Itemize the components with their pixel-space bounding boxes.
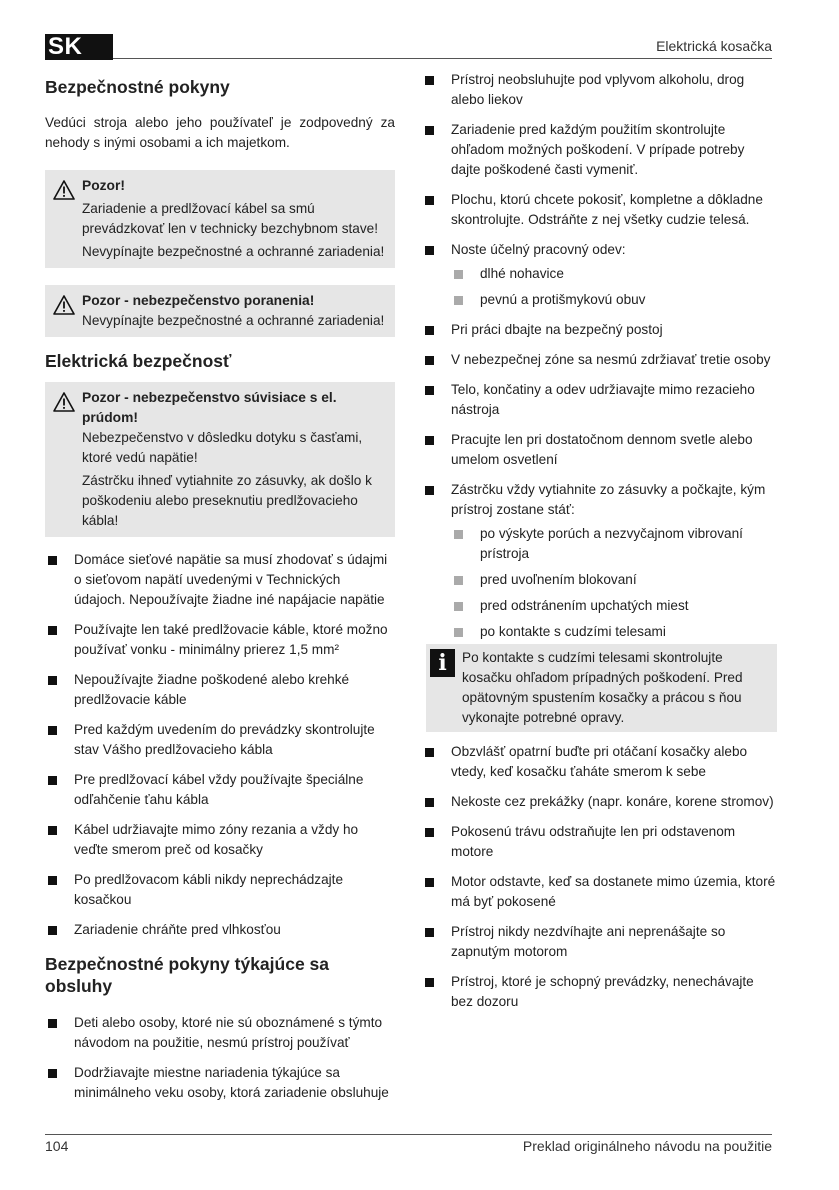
right-column: [422, 70, 777, 1022]
list-item: Pri práci dbajte na bezpečný postoj: [422, 320, 777, 340]
list-item: V nebezpečnej zóne sa nesmú zdržiavať tretie osoby: [422, 350, 777, 370]
box-title: Pozor - nebezpečenstvo súvisiace s el. prúdom!: [82, 390, 337, 425]
list-item-plug: [422, 480, 777, 642]
header-rule: [113, 58, 772, 59]
list-item: Plochu, ktorú chcete pokosiť, kompletne a dôkladne skontrolujte. Odstráňte z nej všetky cudzie telesá.: [422, 190, 777, 230]
language-tag: SK: [45, 34, 113, 60]
list-item: Po predlžovacom kábli nikdy neprechádzajte kosačkou: [45, 870, 395, 910]
heading-electrical: Elektrická bezpečnosť: [45, 351, 232, 371]
list-item-text: Noste účelný pracovný odev:: [451, 242, 626, 257]
plug-sublist: [451, 524, 777, 642]
warning-triangle-icon: [53, 295, 75, 315]
list-item: Pracujte len pri dostatočnom dennom svetle alebo umelom osvetlení: [422, 430, 777, 470]
page-number: 104: [45, 1138, 69, 1154]
list-item: Pokosenú trávu odstraňujte len pri odstavenom motore: [422, 822, 777, 862]
heading-safety: Bezpečnostné pokyny: [45, 77, 230, 97]
warning-box-caution: [45, 170, 395, 268]
info-icon: i: [430, 649, 455, 677]
box-paragraph: Zariadenie a predlžovací kábel sa smú prevádzkovať len v technicky bezchybnom stave!: [82, 201, 379, 236]
operation-list: [45, 1013, 395, 1103]
list-item: Nekoste cez prekážky (napr. konáre, korene stromov): [422, 792, 777, 812]
list-item: Kábel udržiavajte mimo zóny rezania a vždy ho veďte smerom preč od kosačky: [45, 820, 395, 860]
list-item: Motor odstavte, keď sa dostanete mimo územia, ktoré má byť pokosené: [422, 872, 777, 912]
info-text: Po kontakte s cudzími telesami skontrolujte kosačku ohľadom prípadných poškodení. Pred opätovným spustením kosačky a prácou s ňou vykonajte potrebné opravy.: [462, 650, 743, 725]
intro-text: Vedúci stroja alebo jeho používateľ je zodpovedný za nehody s inými osobami a ich majetkom.: [45, 115, 395, 150]
header-title: Elektrická kosačka: [656, 38, 772, 54]
list-item: Pre predlžovací kábel vždy používajte špeciálne odľahčenie ťahu kábla: [45, 770, 395, 810]
list-item-text: Zástrčku vždy vytiahnite zo zásuvky a počkajte, kým prístroj zostane stáť:: [451, 482, 766, 517]
list-item: Nepoužívajte žiadne poškodené alebo krehké predlžovacie káble: [45, 670, 395, 710]
sub-item: pred uvoľnením blokovaní: [451, 570, 777, 590]
list-item: Telo, končatiny a odev udržiavajte mimo rezacieho nástroja: [422, 380, 777, 420]
box-title: Pozor!: [82, 178, 125, 193]
list-item: Prístroj neobsluhujte pod vplyvom alkoholu, drog alebo liekov: [422, 70, 777, 110]
list-item: Domáce sieťové napätie sa musí zhodovať s údajmi o sieťovom napätí uvedenými v Technických údajoch. Nepoužívajte žiadne iné napájacie napätie: [45, 550, 395, 610]
list-item: Používajte len také predlžovacie káble, ktoré možno používať vonku - minimálny prierez 1,5 mm²: [45, 620, 395, 660]
warning-box-electric: [45, 382, 395, 537]
clothing-sublist: [451, 264, 777, 310]
sub-item: pred odstránením upchatých miest: [451, 596, 777, 616]
sub-item: po výskyte porúch a nezvyčajnom vibrovaní prístroja: [451, 524, 777, 564]
warning-triangle-icon: [53, 392, 75, 412]
list-item: Prístroj nikdy nezdvíhajte ani neprenášajte so zapnutým motorom: [422, 922, 777, 962]
warning-box-injury: [45, 285, 395, 337]
footer-rule: [45, 1134, 772, 1135]
list-item: Obzvlášť opatrní buďte pri otáčaní kosačky alebo vtedy, keď kosačku ťaháte smerom k sebe: [422, 742, 777, 782]
heading-operation: Bezpečnostné pokyny týkajúce sa obsluhy: [45, 954, 329, 996]
warning-triangle-icon: [53, 180, 75, 200]
box-paragraph: Zástrčku ihneď vytiahnite zo zásuvky, ak došlo k poškodeniu alebo preseknutiu predlžovacieho kábla!: [82, 473, 372, 528]
box-paragraph: Nevypínajte bezpečnostné a ochranné zariadenia!: [82, 244, 385, 259]
list-item-clothing: [422, 240, 777, 310]
info-box: [426, 644, 777, 732]
list-item: Zariadenie chráňte pred vlhkosťou: [45, 920, 395, 940]
sub-item: po kontakte s cudzími telesami: [451, 622, 777, 642]
box-title: Pozor - nebezpečenstvo poranenia!: [82, 293, 315, 308]
footer-text: Preklad originálneho návodu na použitie: [522, 1138, 772, 1154]
electrical-list: [45, 550, 395, 940]
box-paragraph: Nebezpečenstvo v dôsledku dotyku s časťami, ktoré vedú napätie!: [82, 430, 363, 465]
list-item: Prístroj, ktoré je schopný prevádzky, nenechávajte bez dozoru: [422, 972, 777, 1012]
list-item: Dodržiavajte miestne nariadenia týkajúce sa minimálneho veku osoby, ktorá zariadenie obsluhuje: [45, 1063, 395, 1103]
left-column: [45, 70, 395, 1113]
sub-item: pevnú a protišmykovú obuv: [451, 290, 777, 310]
safety-list-right: [422, 70, 777, 642]
box-paragraph: Nevypínajte bezpečnostné a ochranné zariadenia!: [82, 313, 385, 328]
list-item: Zariadenie pred každým použitím skontrolujte ohľadom možných poškodení. V prípade potreby dajte poškodené časti vymeniť.: [422, 120, 777, 180]
safety-list-right-cont: [422, 742, 777, 1012]
sub-item: dlhé nohavice: [451, 264, 777, 284]
list-item: Deti alebo osoby, ktoré nie sú oboznámené s týmto návodom na použitie, nesmú prístroj používať: [45, 1013, 395, 1053]
list-item: Pred každým uvedením do prevádzky skontrolujte stav Vášho predlžovacieho kábla: [45, 720, 395, 760]
